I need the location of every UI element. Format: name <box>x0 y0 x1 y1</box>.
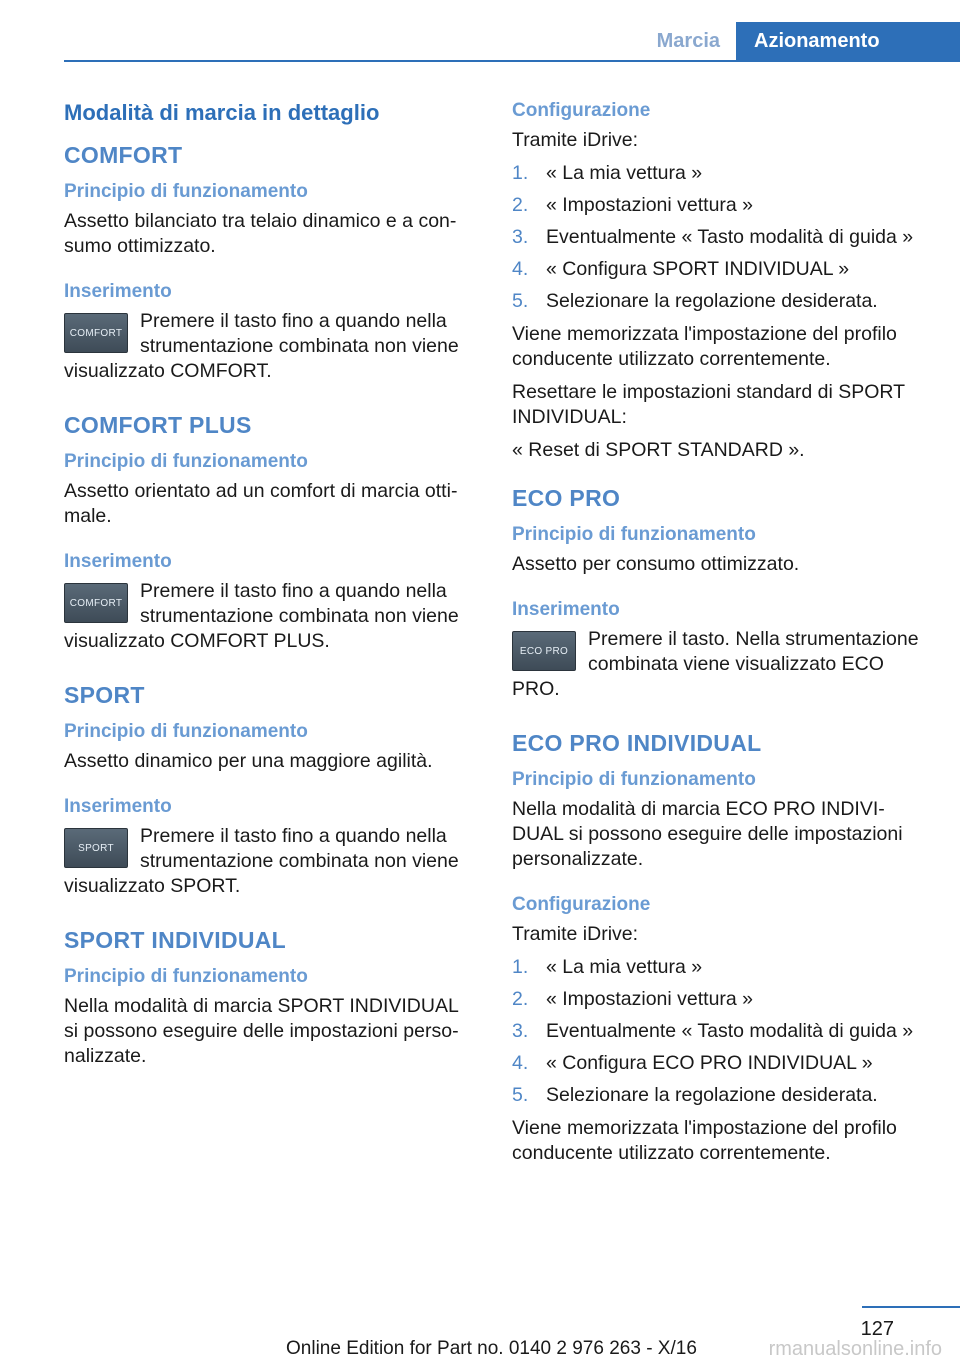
step-text: « Configura SPORT INDIVIDUAL » <box>546 258 850 280</box>
section-sport-individual-title: SPORT INDIVIDUAL <box>64 927 287 953</box>
insert-block <box>64 824 474 899</box>
section-tab-azionamento[interactable]: Azionamento <box>736 22 960 62</box>
page-header <box>0 0 960 62</box>
config-heading: Configurazione <box>512 894 651 915</box>
step-text: Selezionare la regolazione desiderata. <box>546 290 878 312</box>
principle-text: Assetto per consumo ottimizzato. <box>512 553 800 575</box>
config-note: « Reset di SPORT STANDARD ». <box>512 439 805 461</box>
left-column <box>64 100 474 1091</box>
comfort-button-icon: COMFORT <box>64 583 128 623</box>
principle-heading: Principio di funzionamento <box>512 524 756 545</box>
step-number: 4. <box>512 258 529 280</box>
step-text: Eventualmente « Tasto modalità di guida » <box>546 1020 914 1042</box>
step-number: 2. <box>512 988 529 1010</box>
list-item <box>512 193 926 218</box>
list-item <box>512 1083 926 1108</box>
page-title: Modalità di marcia in dettaglio <box>64 100 380 125</box>
list-item <box>512 1051 926 1076</box>
principle-text: Assetto bilanciato tra telaio dinamico e a consumo ottimizzato. <box>64 210 457 257</box>
step-number: 3. <box>512 1020 529 1042</box>
insert-text: Premere il tasto fino a quando nella strumentazione combinata non viene visualizzato SPORT. <box>64 825 459 897</box>
step-number: 3. <box>512 226 529 248</box>
edition-text: Online Edition for Part no. 0140 2 976 263 - X/16 <box>286 1338 697 1359</box>
insert-block <box>512 627 926 702</box>
config-intro: Tramite iDrive: <box>512 923 639 945</box>
footer-rule <box>862 1306 960 1308</box>
list-item <box>512 225 926 250</box>
comfort-button-icon: COMFORT <box>64 313 128 353</box>
insert-block <box>64 309 474 384</box>
insert-text: Premere il tasto. Nella strumentazione combinata viene visualizzato ECO PRO. <box>512 628 919 700</box>
principle-heading: Principio di funzionamento <box>64 181 308 202</box>
section-comfort-title: COMFORT <box>64 142 183 168</box>
section-eco-pro-individual-title: ECO PRO INDIVIDUAL <box>512 730 762 756</box>
insert-block <box>64 579 474 654</box>
step-number: 1. <box>512 162 529 184</box>
config-intro: Tramite iDrive: <box>512 129 639 151</box>
section-sport-title: SPORT <box>64 682 145 708</box>
config-note: Resettare le impostazioni standard di SPORT INDIVIDUAL: <box>512 381 905 428</box>
page-footer <box>0 1300 960 1362</box>
principle-heading: Principio di funzionamento <box>64 721 308 742</box>
step-number: 2. <box>512 194 529 216</box>
step-text: « Impostazioni vettura » <box>546 988 754 1010</box>
insert-heading: Inserimento <box>64 551 172 572</box>
step-text: Eventualmente « Tasto modalità di guida » <box>546 226 914 248</box>
principle-text: Assetto orientato ad un comfort di marcia ottimale. <box>64 480 458 527</box>
step-text: « Configura ECO PRO INDIVIDUAL » <box>546 1052 873 1074</box>
step-number: 5. <box>512 1084 529 1106</box>
list-item <box>512 955 926 980</box>
step-number: 5. <box>512 290 529 312</box>
insert-text: Premere il tasto fino a quando nella strumentazione combinata non viene visualizzato COMFORT PLUS. <box>64 580 459 652</box>
step-text: « La mia vettura » <box>546 956 703 978</box>
principle-heading: Principio di funzionamento <box>64 966 308 987</box>
principle-text: Nella modalità di marcia SPORT INDIVIDUAL si possono eseguire delle impostazioni personalizzate. <box>64 995 459 1067</box>
page-number: 127 <box>860 1318 894 1340</box>
eco-pro-button-icon: ECO PRO <box>512 631 576 671</box>
header-rule <box>64 60 960 62</box>
step-text: « Impostazioni vettura » <box>546 194 754 216</box>
insert-text: Premere il tasto fino a quando nella strumentazione combinata non viene visualizzato COMFORT. <box>64 310 459 382</box>
step-number: 4. <box>512 1052 529 1074</box>
config-note: Viene memorizzata l'impostazione del profilo conducente utilizzato correntemente. <box>512 323 897 370</box>
list-item <box>512 289 926 314</box>
config-steps <box>512 161 926 314</box>
insert-heading: Inserimento <box>64 796 172 817</box>
config-steps <box>512 955 926 1108</box>
watermark: rmanualsonline.info <box>768 1338 942 1360</box>
right-column <box>512 100 926 1174</box>
list-item <box>512 987 926 1012</box>
principle-text: Nella modalità di marcia ECO PRO INDIVIDUAL si possono eseguire delle impostazioni personalizzate. <box>512 798 903 870</box>
insert-heading: Inserimento <box>512 599 620 620</box>
step-text: Selezionare la regolazione desiderata. <box>546 1084 878 1106</box>
list-item <box>512 1019 926 1044</box>
principle-text: Assetto dinamico per una maggiore agilità. <box>64 750 433 772</box>
section-comfort-plus-title: COMFORT PLUS <box>64 412 252 438</box>
sport-button-icon: SPORT <box>64 828 128 868</box>
step-text: « La mia vettura » <box>546 162 703 184</box>
config-note: Viene memorizzata l'impostazione del profilo conducente utilizzato correntemente. <box>512 1117 897 1164</box>
section-eco-pro-title: ECO PRO <box>512 485 621 511</box>
list-item <box>512 161 926 186</box>
principle-heading: Principio di funzionamento <box>64 451 308 472</box>
step-number: 1. <box>512 956 529 978</box>
principle-heading: Principio di funzionamento <box>512 769 756 790</box>
insert-heading: Inserimento <box>64 281 172 302</box>
config-heading: Configurazione <box>512 100 651 121</box>
section-tab-marcia[interactable]: Marcia <box>656 30 720 52</box>
list-item <box>512 257 926 282</box>
